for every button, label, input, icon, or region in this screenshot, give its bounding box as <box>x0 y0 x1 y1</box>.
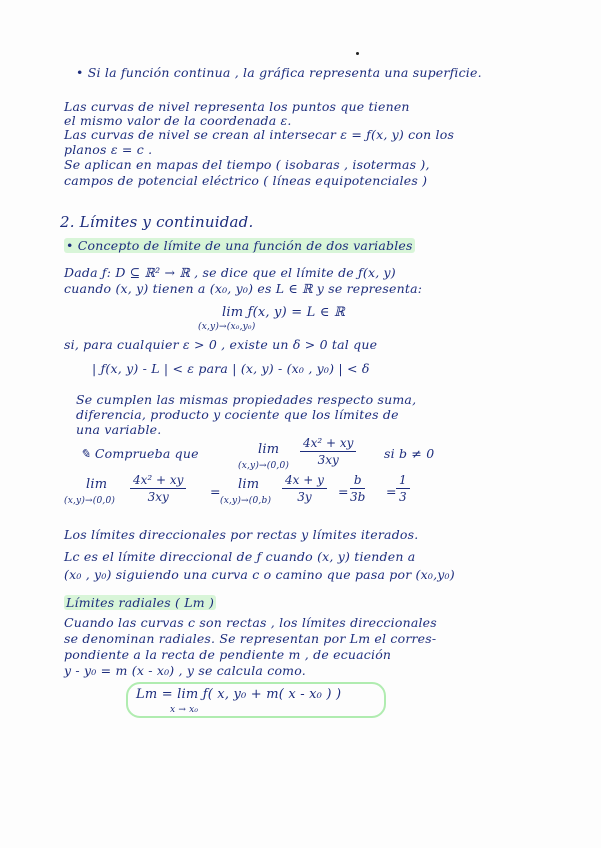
text-line: Cuando las curvas c son rectas , los límites direccionales <box>64 615 437 630</box>
exercise-condition: si b ≠ 0 <box>384 446 435 461</box>
calc-denominator-1: 3xy <box>147 490 169 504</box>
text-line: una variable. <box>76 422 162 437</box>
limit-definition: lim ƒ(x, y) = L ∈ ℝ <box>222 305 345 320</box>
calc-numerator-4: 1 <box>396 473 410 489</box>
calc-fraction-3 <box>350 473 365 504</box>
exercise-lim: lim <box>258 442 280 457</box>
ink-dot <box>356 52 359 55</box>
calc-denominator-2: 3y <box>297 490 312 504</box>
text-line: Se aplican en mapas del tiempo ( isobaras , isotermas ), <box>64 157 430 172</box>
calc-equals-1: = <box>210 484 221 499</box>
text-line: • Si la función continua , la gráfica representa una superficie. <box>76 65 482 80</box>
subsection-title-text: Límites radiales ( Lm ) <box>66 595 215 610</box>
exercise-fraction <box>300 436 356 467</box>
calc-lim-1-subscript: (x,y)→(0,0) <box>64 496 116 506</box>
radial-limit-subscript: x → x₀ <box>170 705 199 715</box>
radial-limit-formula: Lm = lim ƒ( x, y₀ + m( x - x₀ ) ) <box>136 687 342 702</box>
text-line: pondiente a la recta de pendiente m , de ecuación <box>64 647 392 662</box>
text-line: planos ε = c . <box>64 142 153 157</box>
exercise-lim-subscript: (x,y)→(0,0) <box>238 461 290 471</box>
exercise-denominator: 3xy <box>317 453 339 467</box>
text-line: Las curvas de nivel se crean al intersecar ε = ƒ(x, y) con los <box>64 127 455 142</box>
calc-numerator-2: 4x + y <box>282 473 327 489</box>
text-line: Lc es el límite direccional de ƒ cuando (x, y) tienden a <box>64 549 416 564</box>
text-line: Se cumplen las mismas propiedades respecto suma, <box>76 392 417 407</box>
text-line: y - y₀ = m (x - x₀) , y se calcula como. <box>64 663 306 678</box>
text-line: Las curvas de nivel representa los puntos que tienen <box>64 99 410 114</box>
subsection-title <box>64 596 216 610</box>
subsection-title <box>64 239 415 253</box>
text-line: Dada ƒ: D ⊆ ℝ² → ℝ , se dice que el límite de ƒ(x, y) <box>64 265 396 280</box>
calc-fraction-4 <box>396 473 410 504</box>
calc-equals-2: = <box>338 484 349 499</box>
exercise-prefix: ✎ Comprueba que <box>80 446 199 461</box>
section-heading: 2. Límites y continuidad. <box>60 213 254 231</box>
subsection-title-text: • Concepto de límite de una función de dos variables <box>66 238 413 253</box>
calc-lim-1: lim <box>86 477 108 492</box>
calc-numerator-3: b <box>350 473 365 489</box>
text-line: se denominan radiales. Se representan por Lm el corres- <box>64 631 437 646</box>
calc-equals-3: = <box>386 484 397 499</box>
text-line: campos de potencial eléctrico ( líneas equipotenciales ) <box>64 173 428 188</box>
calc-denominator-3: 3b <box>350 490 366 504</box>
calc-lim-2-subscript: (x,y)→(0,b) <box>220 496 272 506</box>
calc-lim-2: lim <box>238 477 260 492</box>
limit-subscript: (x,y)→(x₀,y₀) <box>198 322 256 332</box>
calc-fraction-2 <box>282 473 327 504</box>
text-line: Los límites direccionales por rectas y límites iterados. <box>64 527 419 542</box>
calc-denominator-4: 3 <box>399 490 407 504</box>
text-line: | ƒ(x, y) - L | < ε para | (x, y) - (x₀ , y₀) | < δ <box>92 361 370 376</box>
calc-numerator-1: 4x² + xy <box>130 473 186 489</box>
text-line: si, para cualquier ε > 0 , existe un δ > 0 tal que <box>64 337 378 352</box>
text-line: diferencia, producto y cociente que los límites de <box>76 407 399 422</box>
text-line: el mismo valor de la coordenada ε. <box>64 113 292 128</box>
exercise-numerator: 4x² + xy <box>300 436 356 452</box>
text-line: cuando (x, y) tienen a (x₀, y₀) es L ∈ ℝ y se representa: <box>64 281 423 296</box>
calc-fraction-1 <box>130 473 186 504</box>
text-line: (x₀ , y₀) siguiendo una curva c o camino que pasa por (x₀,y₀) <box>64 567 455 582</box>
